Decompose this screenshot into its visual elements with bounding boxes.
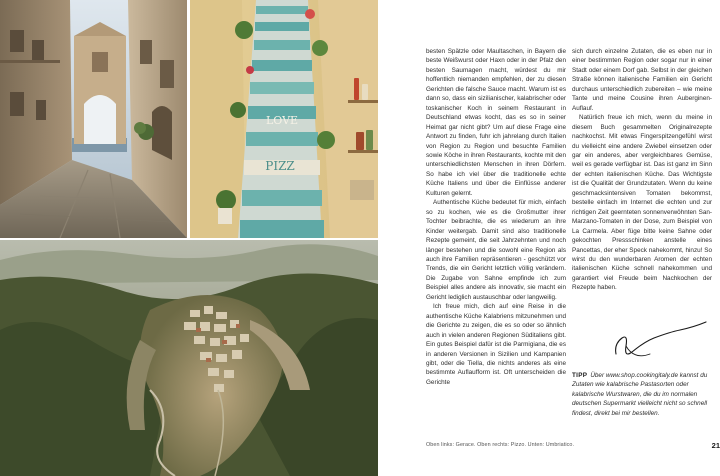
paragraph: Natürlich freue ich mich, wenn du meine in diesem Buch gesammelten Originalrezepte nachkochst. Mit etwas Fingerspitzengefühl wirst du vielleicht eine andere Zwiebel einsetzen oder gar ein anderes, aber vergleichbares Gemüse, weil es gerade verfügbar ist. Das ist ganz im Sinn der echten italienischen Küche. Das Wichtigste ist die Qualität der Grundzutaten. Wenn du keine geschmacksintensiven Tomaten bekommst, bestelle einfach im Internet die echten und zur richtigen Zeit geernteten sonnenverwöhnten San-Marzano-Tomaten in der Dose, zum Beispiel von La Carmela. Aber füge bitte keine Sahne oder gekochten Pressschinken anstelle eines Pancettas, der eher Speck nahekommt, hinzu! So wirst du den wunderbaren Aromen der echten italienischen Küche schnell nahekommen und garantiert viel Freude beim Nachkochen der Rezepte haben. — [572, 114, 712, 292]
text-page — [378, 0, 720, 476]
tip-text: Über www.shop.cookingitaly.de kannst du Zutaten wie kalabrische Pastasorten oder kalabrische Wurstwaren, die du im normalen deutschen Supermarkt vielleicht nicht so schnell findest, direkt bei mir bestellen. — [572, 372, 708, 417]
paragraph: besten Spätzle oder Maultaschen, in Bayern die beste Weißwurst oder Haxn oder in der Pfalz den besten Saumagen macht, würdest du mir hoffentlich niemanden empfehlen, der zu diesen Gerichten die falsche Sauce macht. Warum ist es dann so, dass ein sizilianischer, kalabrischer oder toskanischer Koch in seinem Restaurant in Deutschland etwas kocht, das es so in seiner Heimat gar nicht gibt? Um auf diese Frage eine Antwort zu finden, fuhr ich jahrelang durch Italien von Region zu Region und besuchte Familien sowie Köche in ihren Restaurants, kochte mit den unterschiedlichsten Menschen in ihren Dörfern. So habe ich viel über die traditionelle echte Küche Italiens und über die Einflüsse anderer Kulturen gelernt. — [426, 48, 566, 197]
stair-text-love: LOVE — [265, 114, 299, 127]
paragraph: Ich freue mich, dich auf eine Reise in die authentische Küche Kalabriens mitzunehmen und die Gerichte zu zeigen, die es so oder so ähnlich auch in vielen anderen Regionen Süditaliens gibt. Ein gutes Beispiel dafür ist die Parmigiana, die es in anderen Versionen in Sizilien und Kampanien gibt, oder die Tiella, die nichts anderes als eine bestimmte Auflaufform ist. Oft unterscheiden die Gerichte — [426, 303, 566, 386]
photo-umbriatico — [0, 240, 378, 476]
photo-caption: Oben links: Gerace. Oben rechts: Pizzo. Unten: Umbriatico. — [426, 442, 575, 448]
tip-label: TIPP — [572, 372, 588, 379]
text-column-left — [426, 47, 566, 387]
page-number: 21 — [711, 441, 720, 450]
paragraph: Authentische Küche bedeutet für mich, einfach so zu kochen, wie es die Großmutter ihrer Tochter beibrachte, die es wiederum an ihre Kinder weitergab. Damit sind also traditionelle Rezepte gemeint, die seit Jahrzehnten und noch länger bestehen und die sowohl eine Region als auch ihre Familien repräsentieren - geschützt vor Trends, die ein Gericht letztlich völlig verändern. Die Zugabe von Sahne empfinde ich zum Beispiel alles andere als innovativ, sie macht ein Gericht lediglich austauschbar oder langweilig. — [426, 199, 566, 301]
photo-pizzo — [190, 0, 378, 238]
text-column-right — [572, 47, 712, 293]
stair-text-pizzo: PIZZ — [265, 159, 295, 173]
paragraph: sich durch einzelne Zutaten, die es eben nur in einer bestimmten Region oder sogar nur in einer Stadt oder einem Dorf gab. Selbst in der gleichen Straße können italienische Familien ein Gericht durchaus unterschiedlich zubereiten – wie meine Tante und meine Cousine ihren Auberginen-Auflauf. — [572, 48, 712, 112]
handwritten-signature-icon — [610, 316, 710, 366]
photo-gerace — [0, 0, 187, 238]
tip-box — [572, 371, 712, 418]
